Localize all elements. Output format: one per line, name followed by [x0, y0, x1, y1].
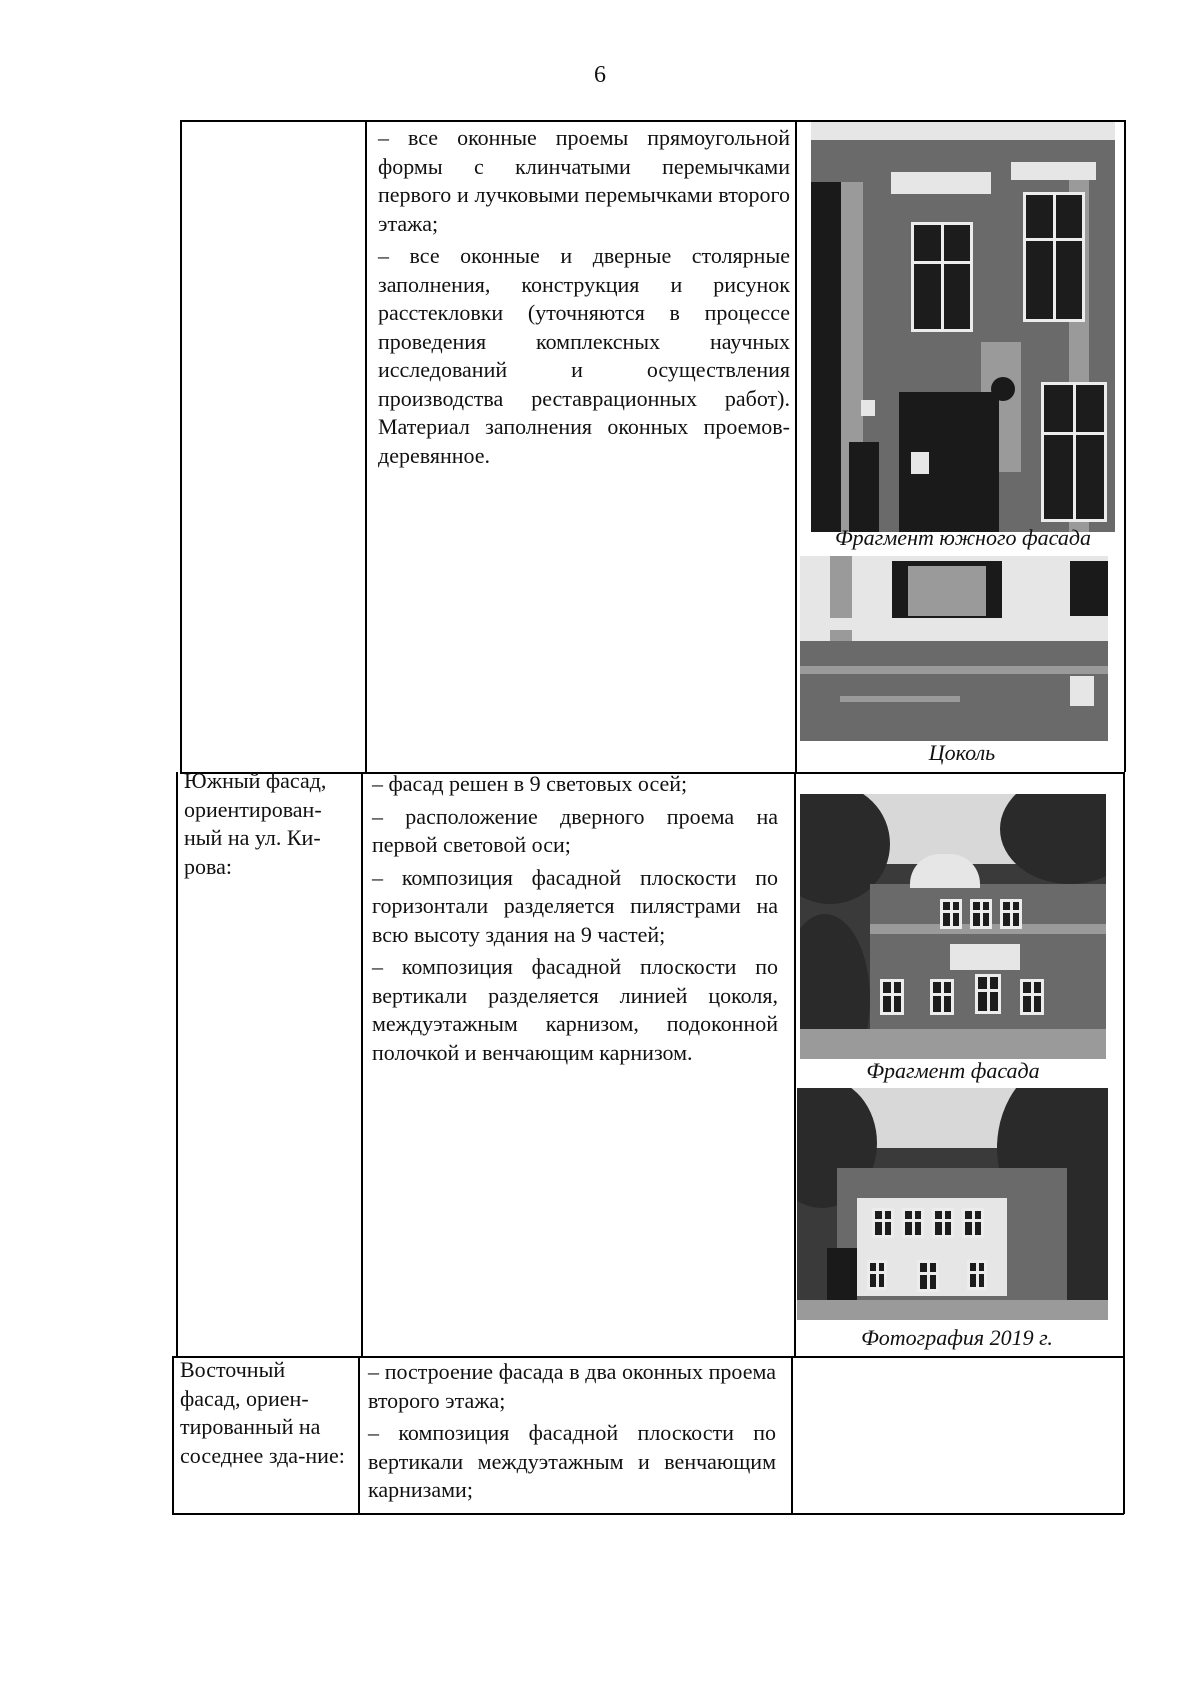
row2-description-item: – фасад решен в 9 световых осей; — [372, 771, 688, 796]
row3-description-item: – композиция фасадной плоскости по вертикали междуэтажным и венчающим карнизами; — [368, 1420, 776, 1502]
table-border-left — [176, 772, 178, 1357]
row2-description-item: – композиция фасадной плоскости по вертикали разделяется линией цоколя, междуэтажным карнизом, подоконной полочкой и венчающим карнизом. — [372, 954, 778, 1065]
table-border-right — [1123, 1356, 1125, 1514]
plinth-photo — [800, 556, 1108, 741]
row3-description-cell — [368, 1358, 776, 1505]
row2-element-cell — [184, 767, 354, 881]
column-divider-2 — [791, 1356, 793, 1514]
table-border-right — [1124, 120, 1126, 772]
row3-element-label: Восточный фасад, ориен-тированный на соседнее зда-ние: — [180, 1357, 345, 1468]
column-divider-2 — [794, 772, 796, 1357]
row2-description-item: – композиция фасадной плоскости по горизонтали разделяется пилястрами на всю высоту здания на 9 частей; — [372, 864, 778, 947]
table-border-bottom — [172, 1513, 1124, 1515]
column-divider-1 — [361, 772, 363, 1357]
row2-description-item: – расположение дверного проема на первой световой оси; — [372, 803, 778, 857]
row3-element-cell — [180, 1356, 350, 1470]
column-divider-2 — [795, 120, 797, 772]
photo-2019 — [797, 1088, 1108, 1320]
photo-caption: Фрагмент южного фасада — [834, 525, 1091, 550]
table-border-left — [172, 1356, 174, 1514]
table-border-left — [180, 120, 182, 772]
row3-description-item: – построение фасада в два оконных проема второго этажа; — [368, 1359, 776, 1413]
facade-fragment-photo — [800, 794, 1106, 1059]
row1-description-cell — [378, 124, 790, 470]
row1-description-item: – все оконные и дверные столярные заполнения, конструкция и рисунок расстекловки (уточняются в процессе проведения комплексных научных исследований и осуществления производства реставрационных работ). Материал заполнения оконных проемов- деревянное. — [378, 243, 790, 468]
column-divider-1 — [365, 120, 367, 772]
photo-caption: Цоколь — [928, 740, 996, 765]
table-border-right — [1123, 772, 1125, 1357]
row1-description-item: – все оконные проемы прямоугольной формы с клинчатыми перемычками первого и лучковыми перемычками второго этажа; — [378, 125, 790, 236]
south-facade-fragment-photo — [811, 122, 1115, 532]
page-number: 6 — [594, 62, 606, 88]
photo-caption: Фрагмент фасада — [866, 1058, 1040, 1083]
row2-description-cell — [372, 770, 778, 1067]
column-divider-1 — [358, 1356, 360, 1514]
photo-caption: Фотография 2019 г. — [861, 1325, 1053, 1350]
row2-element-label: Южный фасад, ориентирован-ный на ул. Ки-рова: — [184, 768, 327, 879]
